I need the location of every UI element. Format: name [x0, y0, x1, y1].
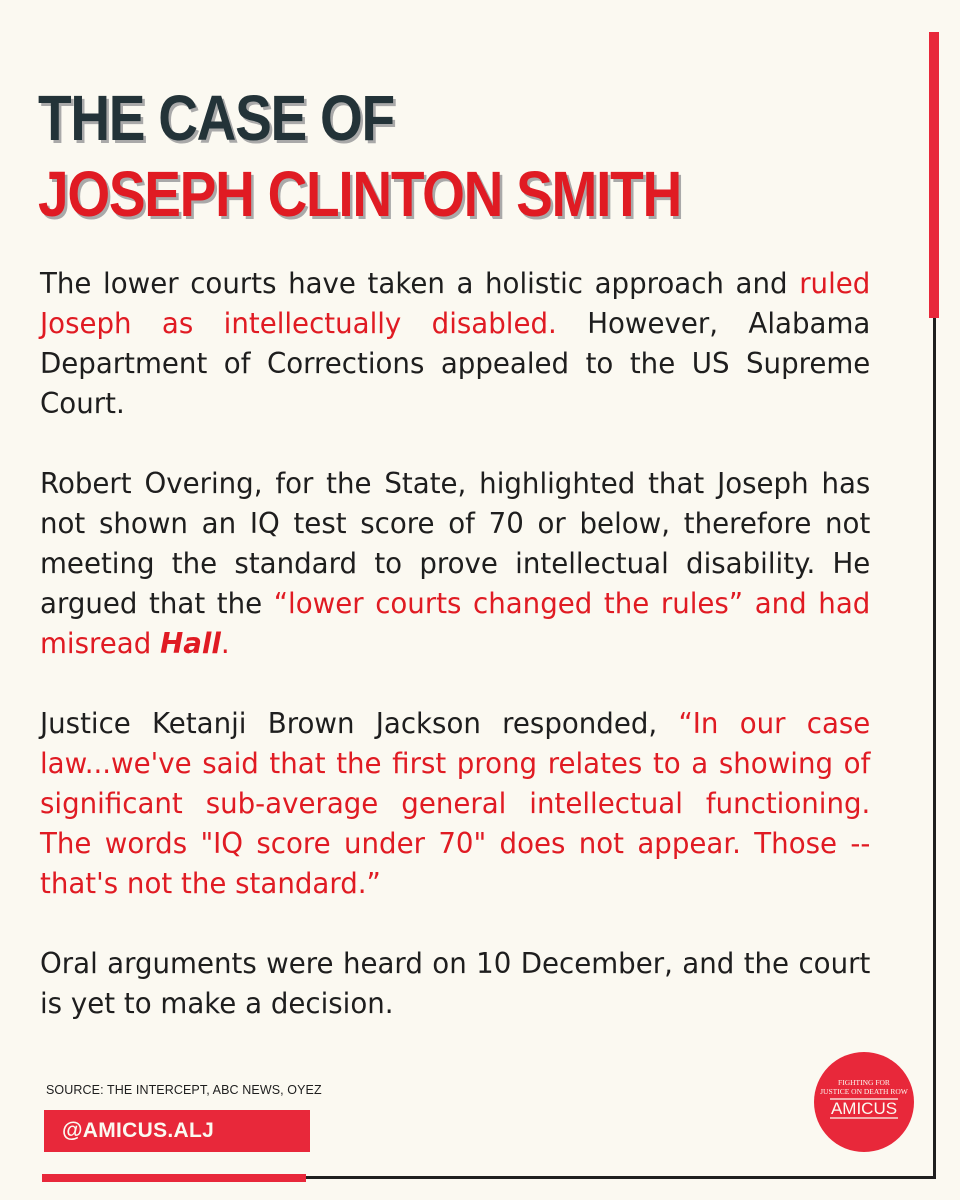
paragraph-4	[40, 944, 870, 1024]
accent-bar-right	[929, 32, 939, 318]
paragraph-2-period: .	[220, 627, 230, 660]
frame-line-bottom	[306, 1176, 936, 1179]
paragraph-2-case-name: Hall	[160, 627, 221, 660]
source-credit: SOURCE: THE INTERCEPT, ABC NEWS, OYEZ	[46, 1083, 322, 1097]
paragraph-4-text: Oral arguments were heard on 10 December, and the court is yet to make a decision.	[40, 947, 871, 1020]
social-handle: @AMICUS.ALJ	[62, 1119, 215, 1142]
paragraph-1-text-end: However, Alabama Department of Corrections appealed to the US Supreme Court.	[40, 307, 871, 420]
paragraph-3	[40, 704, 870, 904]
amicus-logo-graphic	[814, 1052, 914, 1152]
paragraph-3-quote: “In our case law...we've said that the first prong relates to a showing of significant sub-average general intellectual functioning. The words "IQ score under 70" does not appear. Those -- that's not the standard.”	[40, 707, 871, 900]
logo-name: AMICUS	[830, 1099, 898, 1118]
paragraph-2	[40, 464, 870, 664]
paragraph-1-text: The lower courts have taken a holistic approach and	[40, 267, 800, 300]
page-title	[38, 80, 681, 232]
social-handle-banner	[44, 1110, 310, 1152]
paragraph-2-text: Robert Overing, for the State, highlighted that Joseph has not shown an IQ test score of 70 or below, therefore not meeting the standard to prove intellectual disability. He argued that the	[40, 467, 871, 620]
paragraph-3-text: Justice Ketanji Brown Jackson responded,	[40, 707, 679, 740]
accent-bar-bottom	[42, 1174, 306, 1182]
amicus-logo	[814, 1052, 914, 1152]
paragraph-1	[40, 264, 870, 424]
paragraph-1-highlight: ruled Joseph as intellectually disabled.	[40, 267, 871, 340]
frame-line-right	[933, 318, 936, 1178]
title-line-2: JOSEPH CLINTON SMITH	[38, 158, 681, 230]
logo-tagline-2: JUSTICE ON DEATH ROW	[820, 1087, 908, 1096]
logo-tagline-1: FIGHTING FOR	[838, 1078, 890, 1087]
title-line-1: THE CASE OF	[38, 82, 394, 154]
article-body	[40, 264, 870, 1064]
paragraph-2-quote: “lower courts changed the rules” and had misread	[40, 587, 871, 660]
